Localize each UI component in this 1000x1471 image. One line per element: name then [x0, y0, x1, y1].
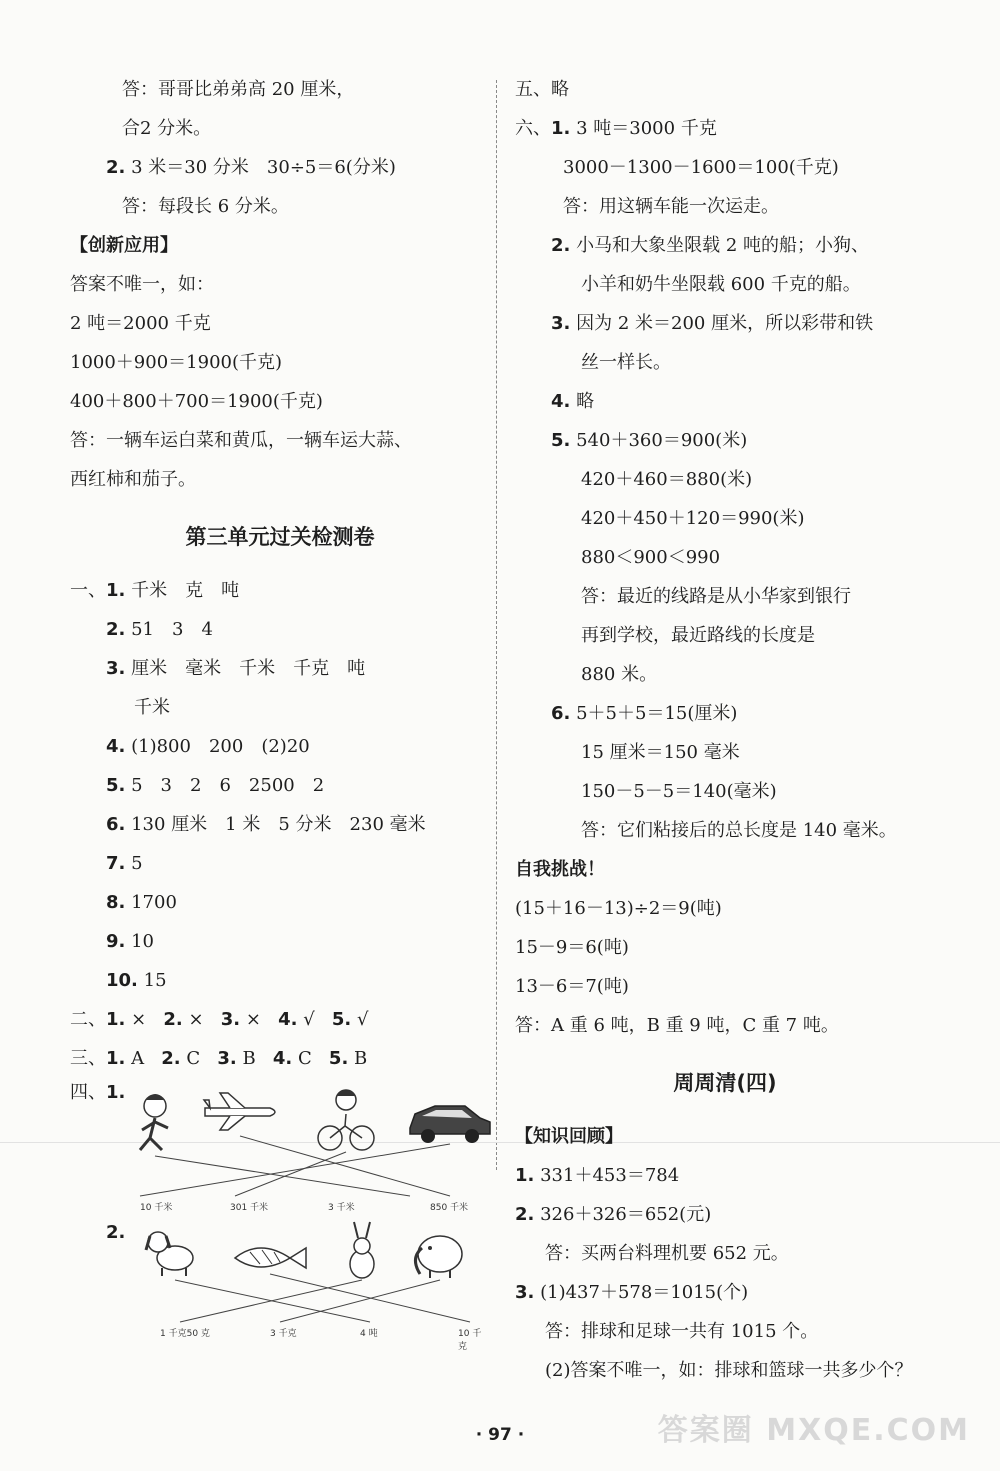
item-number: 2. — [161, 1048, 181, 1069]
item-text: 答：用这辆车能一次运走。 — [563, 196, 779, 217]
item-text: 答：买两台料理机要 652 元。 — [545, 1243, 789, 1264]
item-text: 150－5－5＝140(毫米) — [581, 781, 777, 802]
item-text: 15 — [143, 970, 167, 991]
right-column — [515, 70, 935, 1390]
answer-line: 合2 分米。 — [122, 118, 212, 139]
item-text: 130 厘米 1 米 5 分米 230 毫米 — [131, 814, 426, 835]
part1-item — [70, 883, 490, 922]
item-number: 5. — [551, 430, 571, 451]
item-number: 6. — [551, 703, 571, 724]
unit3-title: 第三单元过关检测卷 — [185, 525, 375, 549]
item-number: 1. — [106, 1009, 126, 1030]
challenge-line: 15－9＝6(吨) — [515, 937, 629, 958]
rabbit-icon — [350, 1222, 374, 1278]
item-text: 再到学校，最近路线的长度是 — [581, 625, 815, 646]
item-text: 丝一样长。 — [581, 352, 671, 373]
item-number: 2. — [515, 1204, 535, 1225]
distance-label: 301 千米 — [230, 1203, 269, 1213]
part1-item — [70, 649, 490, 688]
item-number: 3. — [515, 1282, 535, 1303]
item-text: 小羊和奶牛坐限载 600 千克的船。 — [581, 274, 861, 295]
item-text: 答：最近的线路是从小华家到银行 — [581, 586, 851, 607]
item-number: 2. — [106, 619, 126, 640]
judgement-mark: × — [188, 1009, 204, 1030]
airplane-icon — [204, 1093, 275, 1130]
item-text: 1700 — [131, 892, 177, 913]
item-number: 1. — [106, 580, 126, 601]
item-number: 5. — [106, 775, 126, 796]
item-number: 8. — [106, 892, 126, 913]
choice-answer: C — [297, 1048, 312, 1069]
item-text: 3000－1300－1600＝100(千克) — [563, 157, 839, 178]
matching-figure-2 — [70, 1218, 490, 1352]
item-text: (1)800 200 (2)20 — [131, 736, 310, 757]
review-item-2 — [515, 1195, 935, 1234]
item-number: 6. — [106, 814, 126, 835]
innovation-heading: 【创新应用】 — [70, 235, 178, 256]
item-text: (2)答案不唯一，如：排球和篮球一共多少个？ — [545, 1360, 913, 1381]
part1-item — [70, 805, 490, 844]
item-number: 3. — [106, 658, 126, 679]
choice-answer: B — [242, 1048, 256, 1069]
six-item-5 — [515, 421, 935, 460]
part1-item — [70, 727, 490, 766]
item-text: 15 厘米＝150 毫米 — [581, 742, 740, 763]
weight-label: 3 千克 — [270, 1329, 297, 1339]
challenge-heading: 自我挑战！ — [515, 859, 605, 880]
elephant-icon — [415, 1236, 462, 1278]
item-text: 厘米 毫米 千米 千克 吨 — [131, 658, 366, 679]
item-text: 5＋5＋5＝15(厘米) — [576, 703, 738, 724]
judgement-mark: × — [131, 1009, 147, 1030]
fish-icon — [235, 1248, 306, 1268]
item-text: 因为 2 米＝200 厘米，所以彩带和铁 — [576, 313, 874, 334]
part1-item — [70, 610, 490, 649]
item-text: (1)437＋578＝1015(个) — [540, 1282, 749, 1303]
part1-item — [70, 844, 490, 883]
part-label: 四、 — [70, 1082, 106, 1103]
item-number: 1. — [551, 118, 571, 139]
judgement-mark: √ — [303, 1009, 315, 1030]
part-label: 三、 — [70, 1048, 106, 1069]
innovation-line: 西红柿和茄子。 — [70, 469, 196, 490]
innovation-line: 答：一辆车运白菜和黄瓜，一辆车运大蒜、 — [70, 430, 412, 451]
review-item-3 — [515, 1273, 935, 1312]
six-item-1 — [515, 109, 935, 148]
item-number: 2. — [106, 157, 126, 178]
part1-item — [70, 961, 490, 1000]
page-number: · 97 · — [475, 1425, 525, 1445]
innovation-line: 400＋800＋700＝1900(千克) — [70, 391, 323, 412]
item-number: 4. — [278, 1009, 298, 1030]
part1-item — [70, 766, 490, 805]
challenge-line: (15＋16－13)÷2＝9(吨) — [515, 898, 722, 919]
matching-figure-1 — [70, 1078, 490, 1218]
choice-answer: A — [131, 1048, 145, 1069]
watermark-logo: 答案圈 MXQE.COM — [657, 1413, 970, 1448]
item-number: 3. — [551, 313, 571, 334]
item-number: 2. — [106, 1222, 126, 1243]
six-item-4 — [515, 382, 935, 421]
weight-label: 4 吨 — [360, 1329, 378, 1339]
review-heading: 【知识回顾】 — [515, 1126, 623, 1147]
part-label: 一、 — [70, 580, 106, 601]
answer-line: 答：哥哥比弟弟高 20 厘米， — [122, 79, 355, 100]
item-text: 51 3 4 — [131, 619, 213, 640]
item-number: 1. — [515, 1165, 535, 1186]
item-number: 4. — [551, 391, 571, 412]
challenge-line: 答：A 重 6 吨，B 重 9 吨，C 重 7 吨。 — [515, 1015, 839, 1036]
six-item-6 — [515, 694, 935, 733]
left-column — [70, 70, 490, 1352]
distance-label: 850 千米 — [430, 1203, 469, 1213]
item-text: 420＋450＋120＝990(米) — [581, 508, 805, 529]
item-text: 540＋360＝900(米) — [576, 430, 748, 451]
item-number: 3. — [220, 1009, 241, 1030]
part1-item — [70, 571, 490, 610]
item-number: 5. — [328, 1048, 349, 1069]
judgement-mark: × — [245, 1009, 261, 1030]
answer-line: 答：每段长 6 分米。 — [122, 196, 289, 217]
week-title: 周周清(四) — [673, 1071, 777, 1095]
item-text: 略 — [576, 391, 595, 412]
item-number: 2. — [163, 1009, 183, 1030]
weight-label: 10 千克 — [458, 1329, 482, 1352]
item-number: 3. — [217, 1048, 237, 1069]
item-text: 10 — [131, 931, 155, 952]
distance-label: 3 千米 — [328, 1203, 355, 1213]
section-five: 五、略 — [515, 79, 569, 100]
item-number: 9. — [106, 931, 126, 952]
innovation-line: 答案不唯一，如： — [70, 274, 214, 295]
item-number: 4. — [272, 1048, 293, 1069]
item-text: 5 — [131, 853, 143, 874]
item-number: 7. — [106, 853, 126, 874]
item-text: 420＋460＝880(米) — [581, 469, 753, 490]
item-text: 326＋326＝652(元) — [540, 1204, 712, 1225]
part2-row — [70, 1000, 490, 1039]
weight-label: 1 千克50 克 — [160, 1329, 210, 1339]
six-item-3 — [515, 304, 935, 343]
column-divider — [496, 80, 497, 1170]
part-label: 二、 — [70, 1009, 106, 1030]
choice-answer: C — [186, 1048, 201, 1069]
innovation-line: 2 吨＝2000 千克 — [70, 313, 211, 334]
item-2 — [70, 148, 490, 187]
matching-lines-1 — [110, 1078, 510, 1218]
item-number: 10. — [106, 970, 138, 991]
item-text: 880＜900＜990 — [581, 547, 721, 568]
item-text: 答：排球和足球一共有 1015 个。 — [545, 1321, 819, 1342]
judgement-mark: √ — [357, 1009, 369, 1030]
girl-bicycle-icon — [318, 1090, 374, 1150]
innovation-line: 1000＋900＝1900(千克) — [70, 352, 283, 373]
child-running-icon — [140, 1094, 168, 1150]
review-item-1 — [515, 1156, 935, 1195]
item-text: 880 米。 — [581, 664, 658, 685]
choice-answer: B — [354, 1048, 368, 1069]
distance-label: 10 千米 — [140, 1203, 173, 1213]
item-text: 3 吨＝3000 千克 — [576, 118, 717, 139]
item-text: 千米 — [134, 697, 170, 718]
item-text: 331＋453＝784 — [540, 1165, 680, 1186]
item-text: 3 米＝30 分米 30÷5＝6(分米) — [131, 157, 396, 178]
item-number: 1. — [106, 1048, 126, 1069]
item-number: 5. — [331, 1009, 352, 1030]
part1-item — [70, 688, 490, 727]
part1-item — [70, 922, 490, 961]
item-number: 4. — [106, 736, 126, 757]
item-number: 1. — [106, 1082, 126, 1103]
item-text: 5 3 2 6 2500 2 — [131, 775, 325, 796]
dog-icon — [146, 1232, 193, 1276]
part3-row — [70, 1039, 490, 1078]
challenge-line: 13－6＝7(吨) — [515, 976, 629, 997]
six-item-2 — [515, 226, 935, 265]
item-text: 小马和大象坐限载 2 吨的船；小狗、 — [576, 235, 870, 256]
item-number: 2. — [551, 235, 571, 256]
item-text: 答：它们粘接后的总长度是 140 毫米。 — [581, 820, 897, 841]
car-icon — [410, 1106, 490, 1143]
matching-lines-2 — [130, 1218, 510, 1338]
item-text: 千米 克 吨 — [131, 580, 240, 601]
part-label: 六、 — [515, 118, 551, 139]
